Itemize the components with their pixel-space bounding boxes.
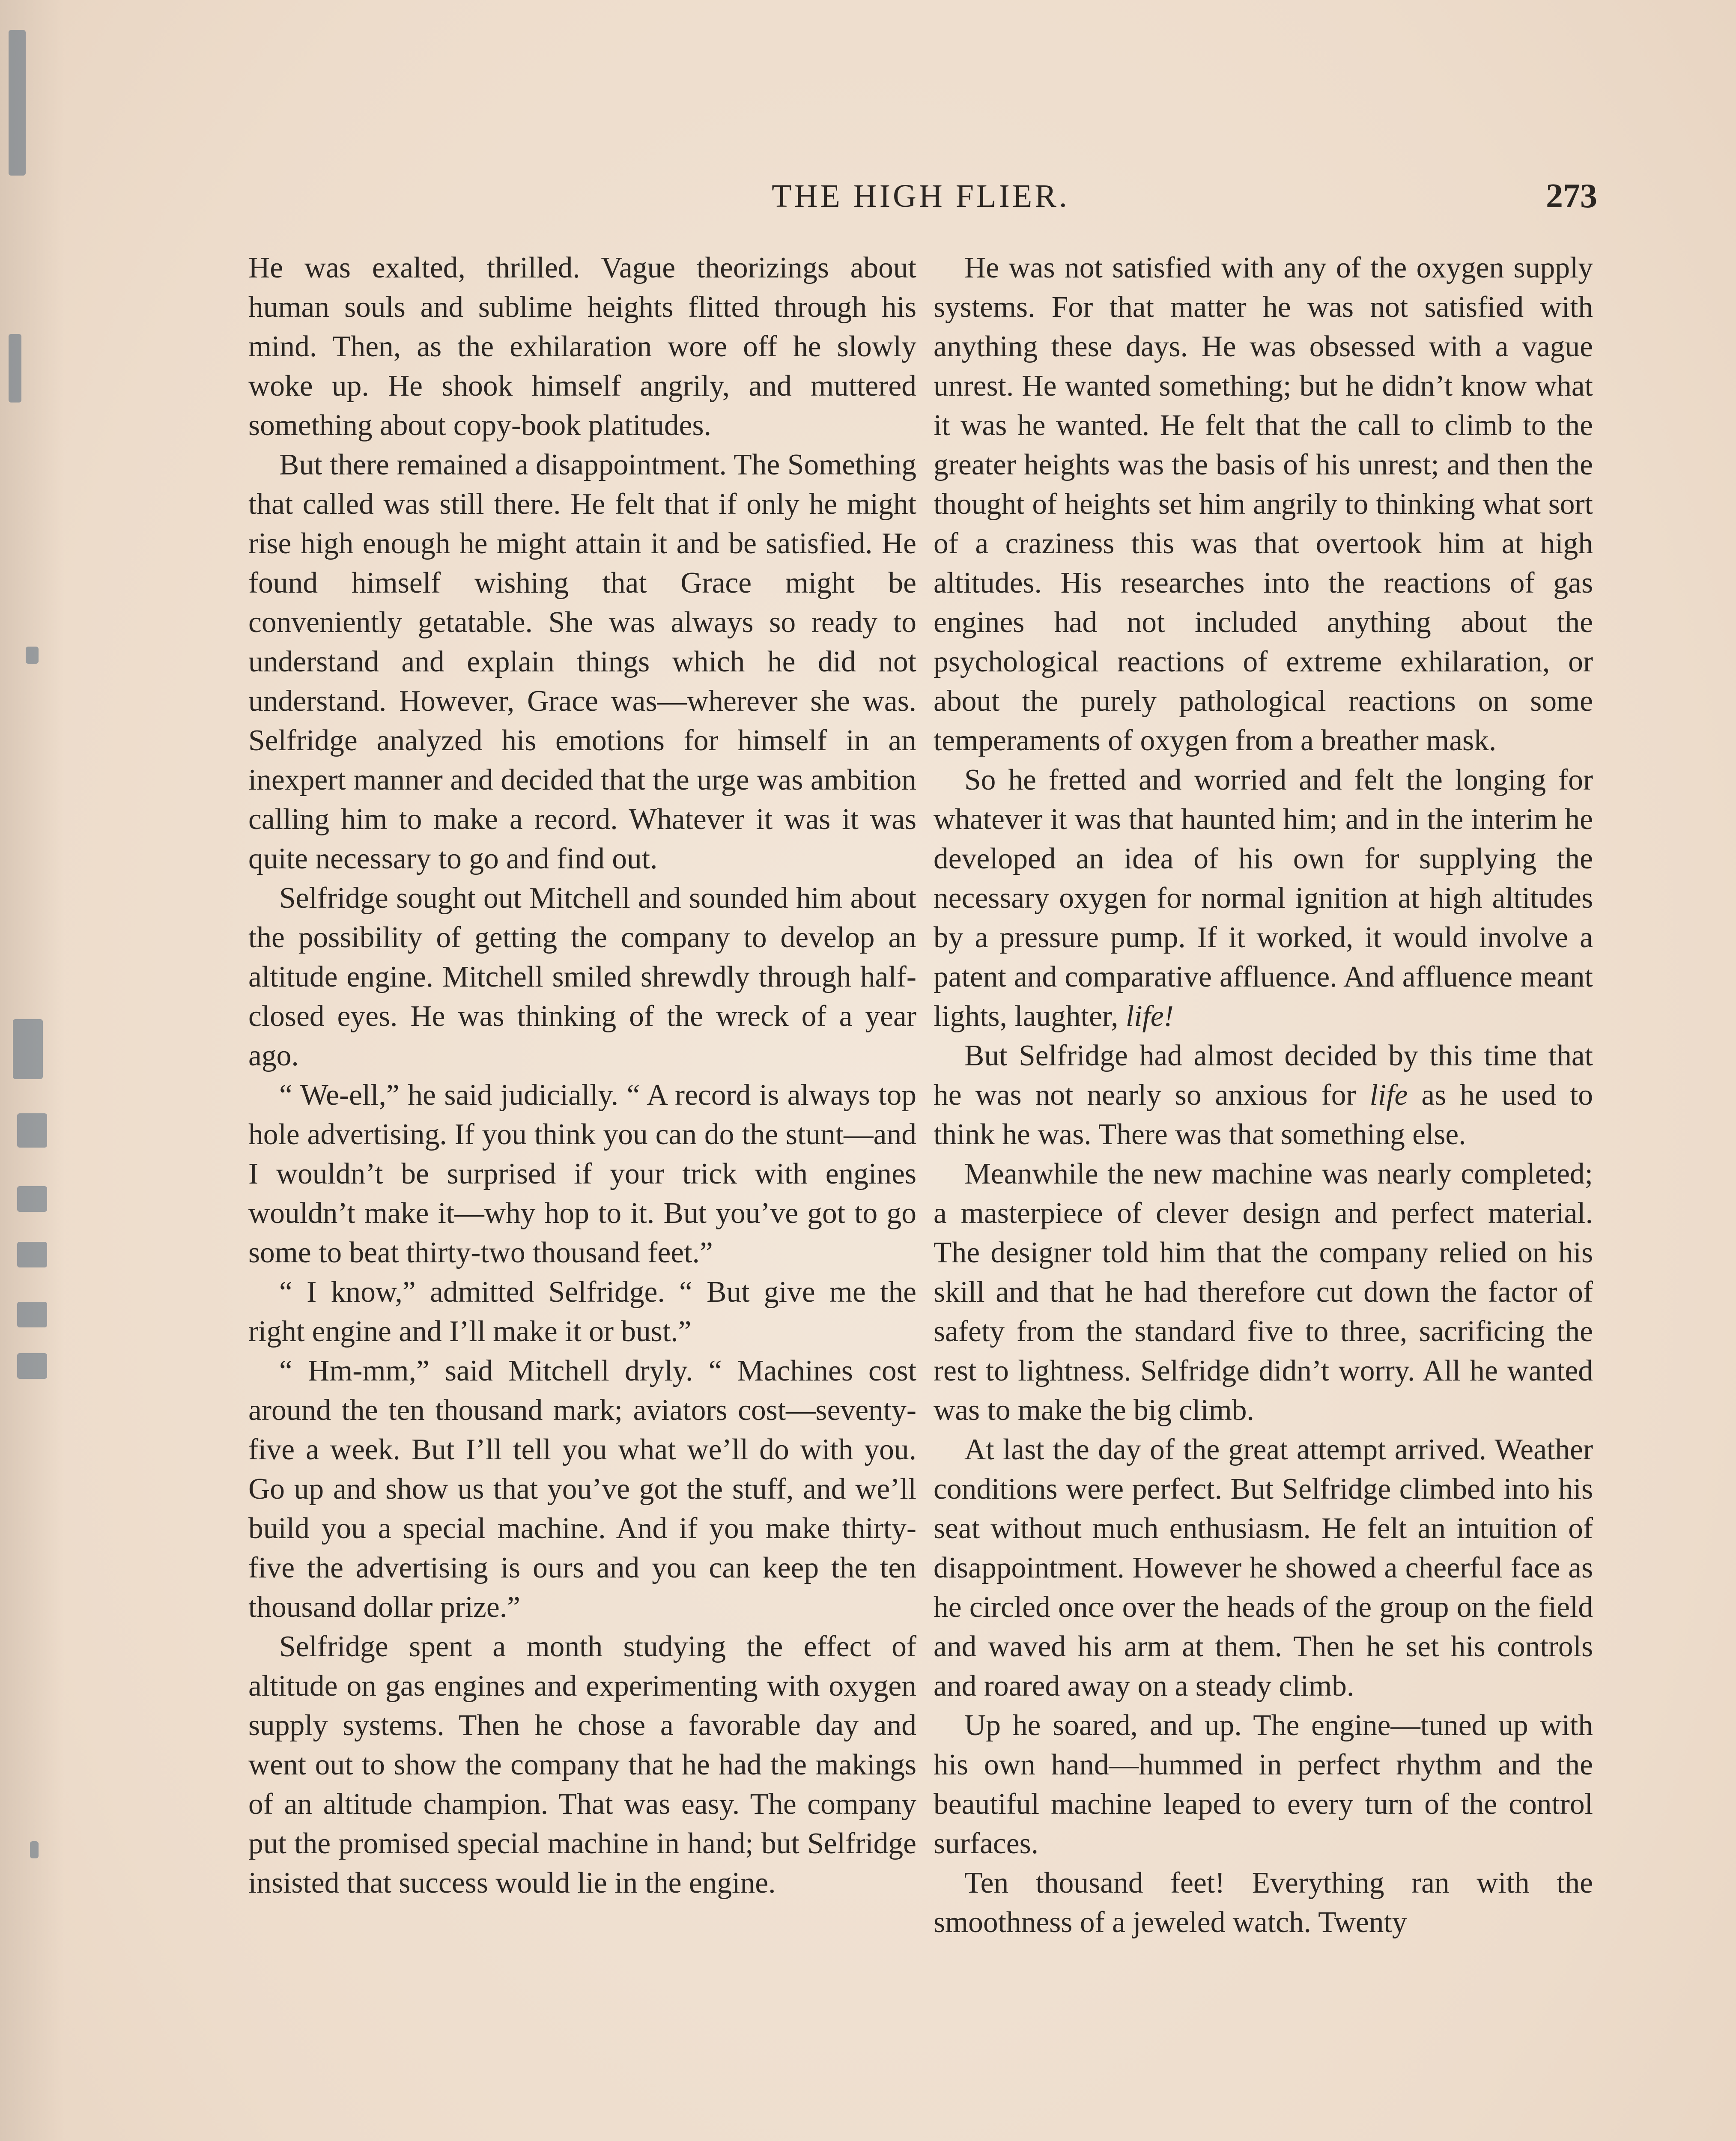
paragraph-text: as he used to think he was. There was that something else. xyxy=(934,1079,1593,1151)
binding-mark xyxy=(17,1113,47,1148)
binding-mark xyxy=(26,647,39,664)
paragraph xyxy=(934,1036,1593,1154)
binding-mark xyxy=(17,1302,47,1327)
paragraph: Up he soared, and up. The engine—tuned up with his own hand—hummed in perfect rhythm and the beautiful machine leaped to every turn of the control surfaces. xyxy=(934,1709,1593,1860)
binding-mark xyxy=(9,30,26,176)
binding-mark xyxy=(9,334,21,403)
binding-mark xyxy=(13,1019,43,1079)
paragraph: “ We-ell,” he said judicially. “ A record is always top hole advertising. If you think you can do the stunt—and I wouldn’t be surprised if your trick with engines wouldn’t make it—why hop to it. But you’ve got to go some to beat thirty-two thousand feet.” xyxy=(248,1079,916,1269)
paragraph: At last the day of the great attempt arrived. Weather conditions were perfect. But Selfridge climbed into his seat without much enthusiasm. He felt an intuition of disappointment. However he showed a cheerful face as he circled once over the heads of the group on the field and waved his arm at them. Then he set his controls and roared away on a steady climb. xyxy=(934,1433,1593,1703)
paragraph xyxy=(934,760,1593,1036)
paragraph: Selfridge spent a month studying the effect of altitude on gas engines and experimenting with oxygen supply systems. Then he chose a favorable day and went out to show the company that he had the makings of an altitude champion. That was easy. The company put the promised special machine in hand; but Selfridge insisted that success would lie in the engine. xyxy=(248,1630,916,1899)
paragraph-text: So he fretted and worried and felt the longing for whatever it was that haunted him; and in the interim he developed an idea of his own for supplying the necessary oxygen for normal ignition at high altitudes by a pressure pump. If it worked, it would involve a patent and comparative affluence. And affluence meant lights, laughter, xyxy=(934,763,1593,1033)
binding-mark xyxy=(17,1186,47,1212)
paragraph: “ Hm-mm,” said Mitchell dryly. “ Machines cost around the ten thousand mark; aviators cost—seventy-five a week. But I’ll tell you what we’ll do with you. Go up and show us that you’ve got the stuff, and we’ll build you a special machine. And if you make thirty-five the advertising is ours and you can keep the ten thousand dollar prize.” xyxy=(248,1354,916,1624)
italic-word: life! xyxy=(1125,1000,1174,1033)
running-title: THE HIGH FLIER. xyxy=(772,178,1070,214)
paragraph: Meanwhile the new machine was nearly completed; a masterpiece of clever design and perfect material. The designer told him that the company relied on his skill and that he had therefore cut down the factor of safety from the standard five to three, sacrificing the rest to lightness. Selfridge didn’t worry. All he wanted was to make the big climb. xyxy=(934,1157,1593,1427)
binding-mark xyxy=(17,1353,47,1379)
page-header xyxy=(248,173,1597,225)
paragraph: Selfridge sought out Mitchell and sounded him about the possibility of getting the company to develop an altitude engine. Mitchell smiled shrewdly through half-closed eyes. He was thinking of the wreck of a year ago. xyxy=(248,882,916,1072)
italic-word: life xyxy=(1369,1079,1408,1112)
paragraph-text: But Selfridge had almost decided by this time that he was not nearly so anxious for xyxy=(934,1039,1593,1112)
binding-mark xyxy=(17,1242,47,1267)
binding-mark xyxy=(30,1841,39,1858)
left-column xyxy=(248,248,916,1903)
binding-marks xyxy=(9,0,60,2141)
paragraph: He was not satisfied with any of the oxygen supply systems. For that matter he was not satisfied with anything these days. He was obsessed with a vague unrest. He wanted something; but he didn’t know what it was he wanted. He felt that the call to climb to the greater heights was the basis of his unrest; and then the thought of heights set him angrily to thinking what sort of a craziness this was that overtook him at high altitudes. His researches into the reactions of gas engines had not included anything about the psychological reactions of extreme exhilaration, or about the purely pathological reactions on some temperaments of oxygen from a breather mask. xyxy=(934,251,1593,757)
page-number: 273 xyxy=(1546,177,1597,215)
paragraph: “ I know,” admitted Selfridge. “ But give me the right engine and I’ll make it or bust.” xyxy=(248,1276,916,1348)
paragraph: He was exalted, thrilled. Vague theorizings about human souls and sublime heights flitted through his mind. Then, as the exhilaration wore off he slowly woke up. He shook himself angrily, and muttered something about copy-book platitudes. xyxy=(248,251,916,442)
paragraph: But there remained a disappointment. The Something that called was still there. He felt that if only he might rise high enough he might attain it and be satisfied. He found himself wishing that Grace might be conveniently getatable. She was always so ready to understand and explain things which he did not understand. However, Grace was—wherever she was. Selfridge analyzed his emotions for himself in an inexpert manner and decided that the urge was ambition calling him to make a record. Whatever it was it was quite necessary to go and find out. xyxy=(248,448,916,875)
right-column xyxy=(934,248,1593,1942)
paragraph: Ten thousand feet! Everything ran with the smoothness of a jeweled watch. Twenty xyxy=(934,1867,1593,1939)
